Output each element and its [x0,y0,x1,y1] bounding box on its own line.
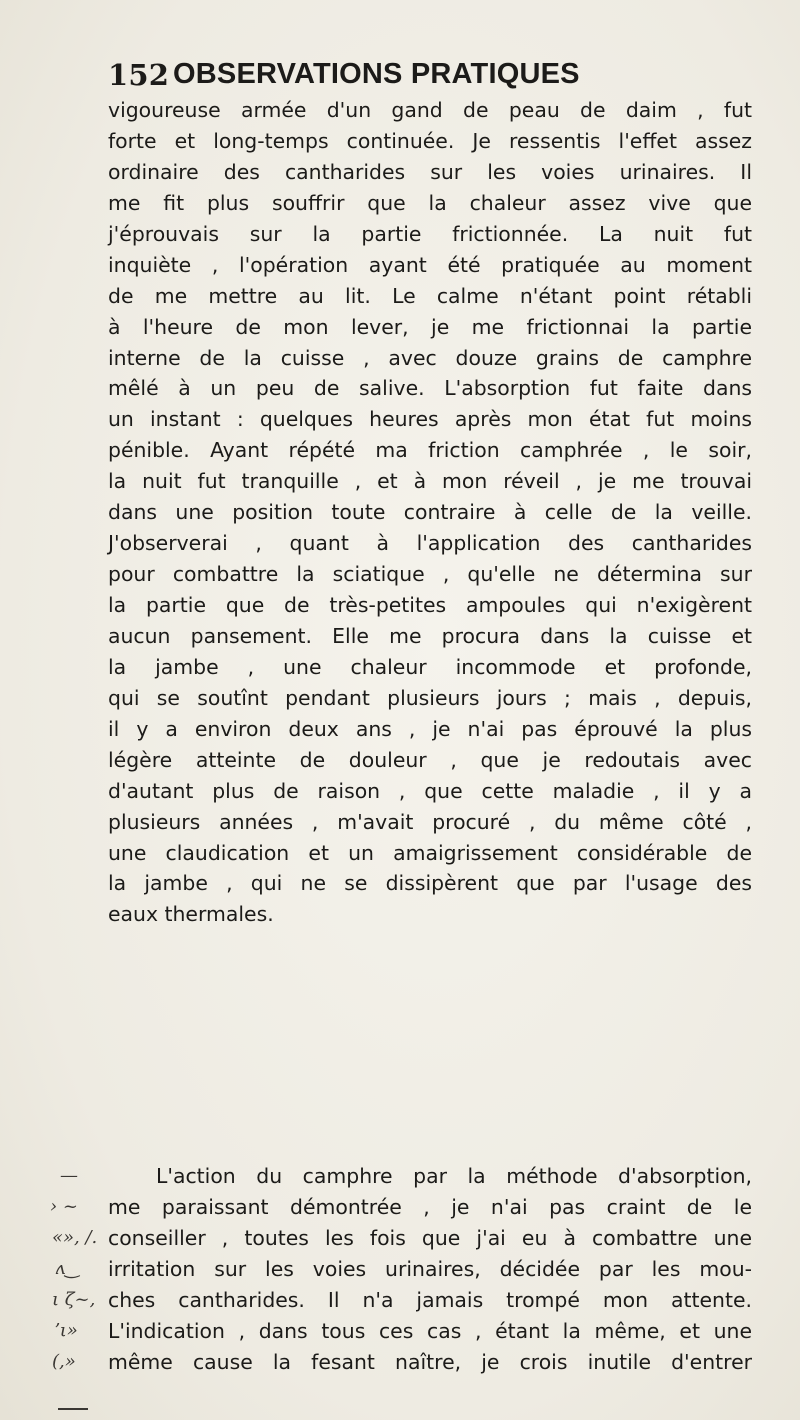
text-line: un instant : quelques heures après mon état fut moins [108,407,752,432]
text-line: me paraissant démontrée , je n'ai pas craint de le [108,1194,752,1219]
text-line: même cause la fesant naître, je crois inutile d'entrer [108,1349,752,1374]
margin-mark: (,» [52,1350,76,1372]
text-line: mêlé à un peu de salive. L'absorption fut faite dans [108,376,752,401]
paragraph-2 [108,1161,752,1378]
page-number: 152 [108,58,170,92]
text-line: d'autant plus de raison , que cette maladie , il y a [108,778,752,803]
text-line: pour combattre la sciatique , qu'elle ne détermina sur [108,562,752,587]
margin-mark: ʌ‿ [55,1257,80,1279]
text-line: la jambe , une chaleur incommode et profonde, [108,654,752,679]
text-line: la jambe , qui ne se dissipèrent que par l'usage des [108,871,752,896]
margin-annotations [0,1161,100,1378]
text-line: L'indication , dans tous ces cas , étant la même, et une [108,1318,752,1343]
text-line: plusieurs années , m'avait procuré , du même côté , [108,809,752,834]
text-line: pénible. Ayant répété ma friction camphrée , le soir, [108,438,752,463]
margin-mark: «», /. [52,1226,98,1248]
text-line: inquiète , l'opération ayant été pratiquée au moment [108,252,752,277]
text-line: ordinaire des cantharides sur les voies urinaires. Il [108,159,752,184]
text-line: conseiller , toutes les fois que j'ai eu à combattre une [108,1225,752,1250]
margin-mark: ι ζ~, [52,1288,96,1310]
text-line: dans une position toute contraire à celle de la veille. [108,500,752,525]
running-head [108,58,748,92]
paragraph-1 [108,95,752,930]
text-line: à l'heure de mon lever, je me frictionnai la partie [108,314,752,339]
text-line: interne de la cuisse , avec douze grains de camphre [108,345,752,370]
text-line: eaux thermales. [108,902,274,927]
text-line: J'observerai , quant à l'application des cantharides [108,531,752,556]
text-line: qui se soutînt pendant plusieurs jours ; mais , depuis, [108,685,752,710]
text-line: me fit plus souffrir que la chaleur assez vive que [108,190,752,215]
text-line: ches cantharides. Il n'a jamais trompé mon attente. [108,1287,752,1312]
text-line: légère atteinte de douleur , que je redoutais avec [108,747,752,772]
text-line: la partie que de très-petites ampoules qui n'exigèrent [108,593,752,617]
text-line: aucun pansement. Elle me procura dans la cuisse et [108,623,752,648]
text-line: il y a environ deux ans , je n'ai pas éprouvé la plus [108,716,752,741]
margin-mark: ʼι» [54,1319,78,1341]
margin-dash [58,1408,88,1410]
margin-mark: — [60,1165,78,1186]
text-line: vigoureuse armée d'un gand de peau de daim , fut [108,98,752,122]
text-line: de me mettre au lit. Le calme n'étant point rétabli [108,283,752,308]
margin-mark: › ~ [50,1195,79,1217]
text-line: L'action du camphre par la méthode d'absorption, [156,1164,752,1188]
text-line: la nuit fut tranquille , et à mon réveil , je me trouvai [108,469,752,494]
text-line: une claudication et un amaigrissement considérable de [108,840,752,865]
text-line: irritation sur les voies urinaires, décidée par les mou- [108,1256,752,1281]
page-title: OBSERVATIONS PRATIQUES [173,58,580,90]
text-line: j'éprouvais sur la partie frictionnée. La nuit fut [108,221,752,246]
text-line: forte et long-temps continuée. Je ressentis l'effet assez [108,128,752,153]
